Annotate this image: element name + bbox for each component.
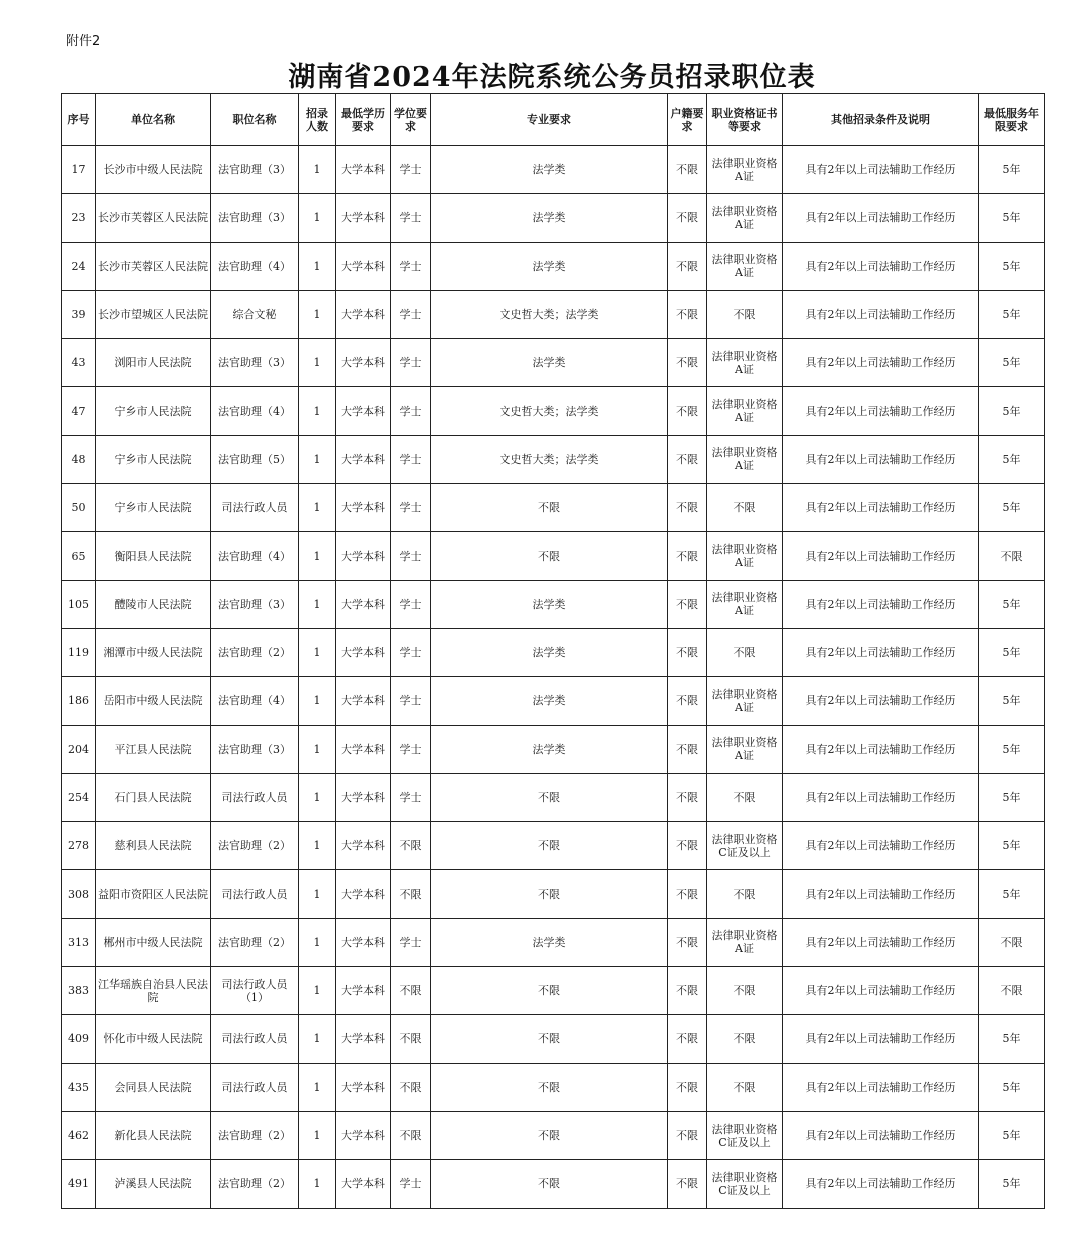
cell-seq: 462 — [62, 1111, 96, 1159]
cell-position: 法官助理（4） — [211, 387, 299, 435]
cell-position: 司法行政人员 — [211, 870, 299, 918]
cell-position: 法官助理（2） — [211, 628, 299, 676]
attachment-label: 附件2 — [66, 34, 101, 49]
cell-degree: 不限 — [391, 1063, 431, 1111]
table-row — [62, 725, 1045, 773]
cell-unit: 长沙市芙蓉区人民法院 — [96, 194, 211, 242]
cell-other-conditions: 具有2年以上司法辅助工作经历 — [783, 1063, 979, 1111]
cell-other-conditions: 具有2年以上司法辅助工作经历 — [783, 822, 979, 870]
cell-seq: 119 — [62, 628, 96, 676]
cell-position: 法官助理（3） — [211, 146, 299, 194]
header-unit: 单位名称 — [96, 94, 211, 146]
cell-major: 不限 — [431, 1015, 668, 1063]
cell-service-years: 5年 — [979, 387, 1045, 435]
cell-other-conditions: 具有2年以上司法辅助工作经历 — [783, 773, 979, 821]
cell-household: 不限 — [668, 242, 707, 290]
cell-household: 不限 — [668, 725, 707, 773]
cell-major: 法学类 — [431, 628, 668, 676]
cell-major: 文史哲大类；法学类 — [431, 290, 668, 338]
table-row — [62, 339, 1045, 387]
header-seq: 序号 — [62, 94, 96, 146]
cell-seq: 47 — [62, 387, 96, 435]
cell-position: 法官助理（4） — [211, 242, 299, 290]
cell-education: 大学本科 — [336, 725, 391, 773]
cell-household: 不限 — [668, 822, 707, 870]
cell-certificate: 法律职业资格A证 — [707, 194, 783, 242]
cell-seq: 65 — [62, 532, 96, 580]
cell-household: 不限 — [668, 628, 707, 676]
cell-education: 大学本科 — [336, 532, 391, 580]
cell-household: 不限 — [668, 918, 707, 966]
cell-certificate: 法律职业资格A证 — [707, 677, 783, 725]
cell-service-years: 不限 — [979, 918, 1045, 966]
cell-certificate: 法律职业资格C证及以上 — [707, 822, 783, 870]
cell-seq: 435 — [62, 1063, 96, 1111]
cell-certificate: 法律职业资格A证 — [707, 146, 783, 194]
table-row — [62, 1015, 1045, 1063]
cell-service-years: 5年 — [979, 435, 1045, 483]
cell-seq: 383 — [62, 967, 96, 1015]
table-row — [62, 242, 1045, 290]
cell-education: 大学本科 — [336, 146, 391, 194]
cell-major: 不限 — [431, 967, 668, 1015]
cell-position: 司法行政人员（1） — [211, 967, 299, 1015]
cell-household: 不限 — [668, 1015, 707, 1063]
cell-major: 法学类 — [431, 242, 668, 290]
cell-education: 大学本科 — [336, 918, 391, 966]
cell-certificate: 不限 — [707, 1063, 783, 1111]
cell-certificate: 法律职业资格C证及以上 — [707, 1160, 783, 1208]
header-major: 专业要求 — [431, 94, 668, 146]
cell-degree: 学士 — [391, 677, 431, 725]
cell-position: 司法行政人员 — [211, 773, 299, 821]
cell-other-conditions: 具有2年以上司法辅助工作经历 — [783, 339, 979, 387]
cell-seq: 48 — [62, 435, 96, 483]
cell-certificate: 不限 — [707, 773, 783, 821]
cell-other-conditions: 具有2年以上司法辅助工作经历 — [783, 870, 979, 918]
cell-major: 法学类 — [431, 339, 668, 387]
cell-major: 法学类 — [431, 918, 668, 966]
cell-major: 法学类 — [431, 194, 668, 242]
cell-other-conditions: 具有2年以上司法辅助工作经历 — [783, 918, 979, 966]
cell-degree: 学士 — [391, 628, 431, 676]
cell-count: 1 — [299, 194, 336, 242]
cell-education: 大学本科 — [336, 1111, 391, 1159]
cell-count: 1 — [299, 822, 336, 870]
header-household: 户籍要求 — [668, 94, 707, 146]
cell-certificate: 法律职业资格A证 — [707, 918, 783, 966]
cell-certificate: 不限 — [707, 967, 783, 1015]
cell-service-years: 5年 — [979, 146, 1045, 194]
cell-education: 大学本科 — [336, 967, 391, 1015]
cell-seq: 43 — [62, 339, 96, 387]
cell-service-years: 5年 — [979, 339, 1045, 387]
cell-service-years: 5年 — [979, 773, 1045, 821]
cell-count: 1 — [299, 1063, 336, 1111]
cell-household: 不限 — [668, 967, 707, 1015]
table-row — [62, 194, 1045, 242]
cell-position: 法官助理（2） — [211, 1160, 299, 1208]
cell-service-years: 5年 — [979, 870, 1045, 918]
table-row — [62, 870, 1045, 918]
cell-degree: 不限 — [391, 1015, 431, 1063]
cell-education: 大学本科 — [336, 773, 391, 821]
table-row — [62, 822, 1045, 870]
cell-position: 法官助理（4） — [211, 677, 299, 725]
cell-unit: 宁乡市人民法院 — [96, 387, 211, 435]
cell-unit: 长沙市望城区人民法院 — [96, 290, 211, 338]
cell-service-years: 5年 — [979, 484, 1045, 532]
table-row — [62, 532, 1045, 580]
cell-major: 不限 — [431, 773, 668, 821]
table-row — [62, 677, 1045, 725]
cell-household: 不限 — [668, 580, 707, 628]
cell-seq: 39 — [62, 290, 96, 338]
cell-unit: 醴陵市人民法院 — [96, 580, 211, 628]
cell-household: 不限 — [668, 870, 707, 918]
table-row — [62, 628, 1045, 676]
cell-unit: 江华瑶族自治县人民法院 — [96, 967, 211, 1015]
cell-service-years: 5年 — [979, 1111, 1045, 1159]
cell-unit: 新化县人民法院 — [96, 1111, 211, 1159]
cell-service-years: 5年 — [979, 1063, 1045, 1111]
cell-degree: 学士 — [391, 146, 431, 194]
cell-certificate: 法律职业资格A证 — [707, 242, 783, 290]
cell-count: 1 — [299, 532, 336, 580]
cell-certificate: 法律职业资格A证 — [707, 435, 783, 483]
cell-certificate: 法律职业资格A证 — [707, 725, 783, 773]
cell-household: 不限 — [668, 387, 707, 435]
cell-count: 1 — [299, 918, 336, 966]
cell-degree: 学士 — [391, 339, 431, 387]
cell-household: 不限 — [668, 484, 707, 532]
cell-count: 1 — [299, 967, 336, 1015]
table-row — [62, 1160, 1045, 1208]
cell-other-conditions: 具有2年以上司法辅助工作经历 — [783, 194, 979, 242]
table-row — [62, 1111, 1045, 1159]
cell-other-conditions: 具有2年以上司法辅助工作经历 — [783, 532, 979, 580]
cell-education: 大学本科 — [336, 242, 391, 290]
cell-degree: 学士 — [391, 435, 431, 483]
cell-major: 法学类 — [431, 725, 668, 773]
header-service-years: 最低服务年限要求 — [979, 94, 1045, 146]
cell-service-years: 5年 — [979, 290, 1045, 338]
cell-household: 不限 — [668, 677, 707, 725]
cell-education: 大学本科 — [336, 580, 391, 628]
cell-major: 法学类 — [431, 146, 668, 194]
cell-position: 法官助理（3） — [211, 725, 299, 773]
cell-other-conditions: 具有2年以上司法辅助工作经历 — [783, 1111, 979, 1159]
cell-position: 司法行政人员 — [211, 1015, 299, 1063]
cell-service-years: 5年 — [979, 725, 1045, 773]
cell-seq: 50 — [62, 484, 96, 532]
cell-unit: 长沙市芙蓉区人民法院 — [96, 242, 211, 290]
cell-household: 不限 — [668, 290, 707, 338]
cell-position: 法官助理（3） — [211, 339, 299, 387]
cell-unit: 浏阳市人民法院 — [96, 339, 211, 387]
cell-position: 法官助理（5） — [211, 435, 299, 483]
cell-household: 不限 — [668, 532, 707, 580]
cell-major: 不限 — [431, 484, 668, 532]
cell-other-conditions: 具有2年以上司法辅助工作经历 — [783, 1015, 979, 1063]
cell-education: 大学本科 — [336, 290, 391, 338]
cell-seq: 23 — [62, 194, 96, 242]
cell-count: 1 — [299, 870, 336, 918]
cell-position: 综合文秘 — [211, 290, 299, 338]
header-other-conditions: 其他招录条件及说明 — [783, 94, 979, 146]
cell-degree: 学士 — [391, 580, 431, 628]
cell-count: 1 — [299, 773, 336, 821]
cell-seq: 491 — [62, 1160, 96, 1208]
cell-degree: 学士 — [391, 194, 431, 242]
cell-major: 不限 — [431, 822, 668, 870]
cell-unit: 慈利县人民法院 — [96, 822, 211, 870]
cell-unit: 益阳市资阳区人民法院 — [96, 870, 211, 918]
table-row — [62, 387, 1045, 435]
cell-education: 大学本科 — [336, 1160, 391, 1208]
positions-table — [61, 93, 1045, 1209]
table-row — [62, 580, 1045, 628]
cell-position: 司法行政人员 — [211, 1063, 299, 1111]
cell-education: 大学本科 — [336, 822, 391, 870]
cell-other-conditions: 具有2年以上司法辅助工作经历 — [783, 242, 979, 290]
cell-other-conditions: 具有2年以上司法辅助工作经历 — [783, 725, 979, 773]
table-row — [62, 918, 1045, 966]
cell-other-conditions: 具有2年以上司法辅助工作经历 — [783, 580, 979, 628]
cell-position: 法官助理（2） — [211, 822, 299, 870]
cell-service-years: 5年 — [979, 822, 1045, 870]
table-body — [62, 146, 1045, 1209]
cell-unit: 衡阳县人民法院 — [96, 532, 211, 580]
cell-unit: 岳阳市中级人民法院 — [96, 677, 211, 725]
cell-education: 大学本科 — [336, 1063, 391, 1111]
cell-degree: 不限 — [391, 870, 431, 918]
cell-major: 文史哲大类；法学类 — [431, 435, 668, 483]
cell-count: 1 — [299, 146, 336, 194]
cell-unit: 宁乡市人民法院 — [96, 484, 211, 532]
cell-degree: 学士 — [391, 532, 431, 580]
cell-service-years: 不限 — [979, 532, 1045, 580]
cell-certificate: 法律职业资格A证 — [707, 532, 783, 580]
cell-household: 不限 — [668, 1063, 707, 1111]
cell-education: 大学本科 — [336, 677, 391, 725]
cell-service-years: 5年 — [979, 194, 1045, 242]
cell-seq: 254 — [62, 773, 96, 821]
cell-education: 大学本科 — [336, 435, 391, 483]
cell-unit: 石门县人民法院 — [96, 773, 211, 821]
cell-unit: 湘潭市中级人民法院 — [96, 628, 211, 676]
cell-service-years: 不限 — [979, 967, 1045, 1015]
cell-service-years: 5年 — [979, 1015, 1045, 1063]
cell-count: 1 — [299, 580, 336, 628]
cell-count: 1 — [299, 484, 336, 532]
cell-count: 1 — [299, 435, 336, 483]
cell-major: 不限 — [431, 532, 668, 580]
cell-degree: 学士 — [391, 387, 431, 435]
header-certificate: 职业资格证书等要求 — [707, 94, 783, 146]
cell-seq: 17 — [62, 146, 96, 194]
cell-major: 不限 — [431, 1111, 668, 1159]
cell-unit: 宁乡市人民法院 — [96, 435, 211, 483]
cell-unit: 平江县人民法院 — [96, 725, 211, 773]
cell-unit: 会同县人民法院 — [96, 1063, 211, 1111]
cell-other-conditions: 具有2年以上司法辅助工作经历 — [783, 290, 979, 338]
cell-service-years: 5年 — [979, 628, 1045, 676]
cell-certificate: 法律职业资格A证 — [707, 339, 783, 387]
cell-degree: 不限 — [391, 822, 431, 870]
cell-household: 不限 — [668, 1111, 707, 1159]
cell-household: 不限 — [668, 773, 707, 821]
header-position: 职位名称 — [211, 94, 299, 146]
cell-count: 1 — [299, 677, 336, 725]
cell-other-conditions: 具有2年以上司法辅助工作经历 — [783, 484, 979, 532]
cell-seq: 204 — [62, 725, 96, 773]
cell-position: 法官助理（3） — [211, 194, 299, 242]
cell-certificate: 不限 — [707, 290, 783, 338]
header-degree: 学位要求 — [391, 94, 431, 146]
cell-position: 法官助理（2） — [211, 918, 299, 966]
cell-service-years: 5年 — [979, 1160, 1045, 1208]
cell-certificate: 不限 — [707, 1015, 783, 1063]
cell-service-years: 5年 — [979, 677, 1045, 725]
cell-other-conditions: 具有2年以上司法辅助工作经历 — [783, 435, 979, 483]
cell-certificate: 不限 — [707, 484, 783, 532]
cell-certificate: 法律职业资格C证及以上 — [707, 1111, 783, 1159]
cell-degree: 学士 — [391, 918, 431, 966]
cell-degree: 学士 — [391, 725, 431, 773]
cell-seq: 278 — [62, 822, 96, 870]
cell-degree: 学士 — [391, 290, 431, 338]
table-row — [62, 1063, 1045, 1111]
cell-seq: 105 — [62, 580, 96, 628]
cell-household: 不限 — [668, 435, 707, 483]
cell-major: 法学类 — [431, 580, 668, 628]
table-row — [62, 967, 1045, 1015]
page-title: 湖南省2024年法院系统公务员招录职位表 — [288, 62, 816, 93]
cell-count: 1 — [299, 1160, 336, 1208]
cell-education: 大学本科 — [336, 1015, 391, 1063]
cell-degree: 学士 — [391, 1160, 431, 1208]
cell-certificate: 不限 — [707, 870, 783, 918]
cell-degree: 学士 — [391, 773, 431, 821]
cell-household: 不限 — [668, 146, 707, 194]
cell-count: 1 — [299, 1015, 336, 1063]
cell-major: 不限 — [431, 1063, 668, 1111]
cell-other-conditions: 具有2年以上司法辅助工作经历 — [783, 387, 979, 435]
cell-education: 大学本科 — [336, 194, 391, 242]
cell-certificate: 法律职业资格A证 — [707, 387, 783, 435]
cell-position: 法官助理（3） — [211, 580, 299, 628]
cell-degree: 学士 — [391, 242, 431, 290]
cell-other-conditions: 具有2年以上司法辅助工作经历 — [783, 628, 979, 676]
cell-certificate: 不限 — [707, 628, 783, 676]
cell-unit: 郴州市中级人民法院 — [96, 918, 211, 966]
cell-seq: 186 — [62, 677, 96, 725]
cell-degree: 不限 — [391, 1111, 431, 1159]
cell-seq: 313 — [62, 918, 96, 966]
cell-count: 1 — [299, 242, 336, 290]
cell-major: 不限 — [431, 1160, 668, 1208]
cell-position: 法官助理（4） — [211, 532, 299, 580]
cell-seq: 409 — [62, 1015, 96, 1063]
cell-count: 1 — [299, 339, 336, 387]
cell-count: 1 — [299, 628, 336, 676]
cell-service-years: 5年 — [979, 242, 1045, 290]
cell-major: 文史哲大类；法学类 — [431, 387, 668, 435]
cell-education: 大学本科 — [336, 339, 391, 387]
cell-count: 1 — [299, 290, 336, 338]
cell-education: 大学本科 — [336, 870, 391, 918]
cell-other-conditions: 具有2年以上司法辅助工作经历 — [783, 146, 979, 194]
cell-seq: 308 — [62, 870, 96, 918]
cell-certificate: 法律职业资格A证 — [707, 580, 783, 628]
cell-service-years: 5年 — [979, 580, 1045, 628]
cell-seq: 24 — [62, 242, 96, 290]
cell-major: 不限 — [431, 870, 668, 918]
cell-other-conditions: 具有2年以上司法辅助工作经历 — [783, 1160, 979, 1208]
cell-education: 大学本科 — [336, 628, 391, 676]
cell-unit: 泸溪县人民法院 — [96, 1160, 211, 1208]
cell-count: 1 — [299, 1111, 336, 1159]
table-row — [62, 484, 1045, 532]
cell-unit: 怀化市中级人民法院 — [96, 1015, 211, 1063]
header-count: 招录人数 — [299, 94, 336, 146]
cell-position: 法官助理（2） — [211, 1111, 299, 1159]
table-row — [62, 290, 1045, 338]
cell-degree: 学士 — [391, 484, 431, 532]
cell-education: 大学本科 — [336, 387, 391, 435]
table-row — [62, 773, 1045, 821]
cell-household: 不限 — [668, 1160, 707, 1208]
cell-position: 司法行政人员 — [211, 484, 299, 532]
cell-household: 不限 — [668, 194, 707, 242]
cell-other-conditions: 具有2年以上司法辅助工作经历 — [783, 967, 979, 1015]
cell-education: 大学本科 — [336, 484, 391, 532]
header-education: 最低学历要求 — [336, 94, 391, 146]
cell-count: 1 — [299, 725, 336, 773]
cell-degree: 不限 — [391, 967, 431, 1015]
cell-count: 1 — [299, 387, 336, 435]
cell-major: 法学类 — [431, 677, 668, 725]
cell-household: 不限 — [668, 339, 707, 387]
table-header-row — [62, 94, 1045, 146]
table-row — [62, 435, 1045, 483]
table-row — [62, 146, 1045, 194]
cell-other-conditions: 具有2年以上司法辅助工作经历 — [783, 677, 979, 725]
cell-unit: 长沙市中级人民法院 — [96, 146, 211, 194]
